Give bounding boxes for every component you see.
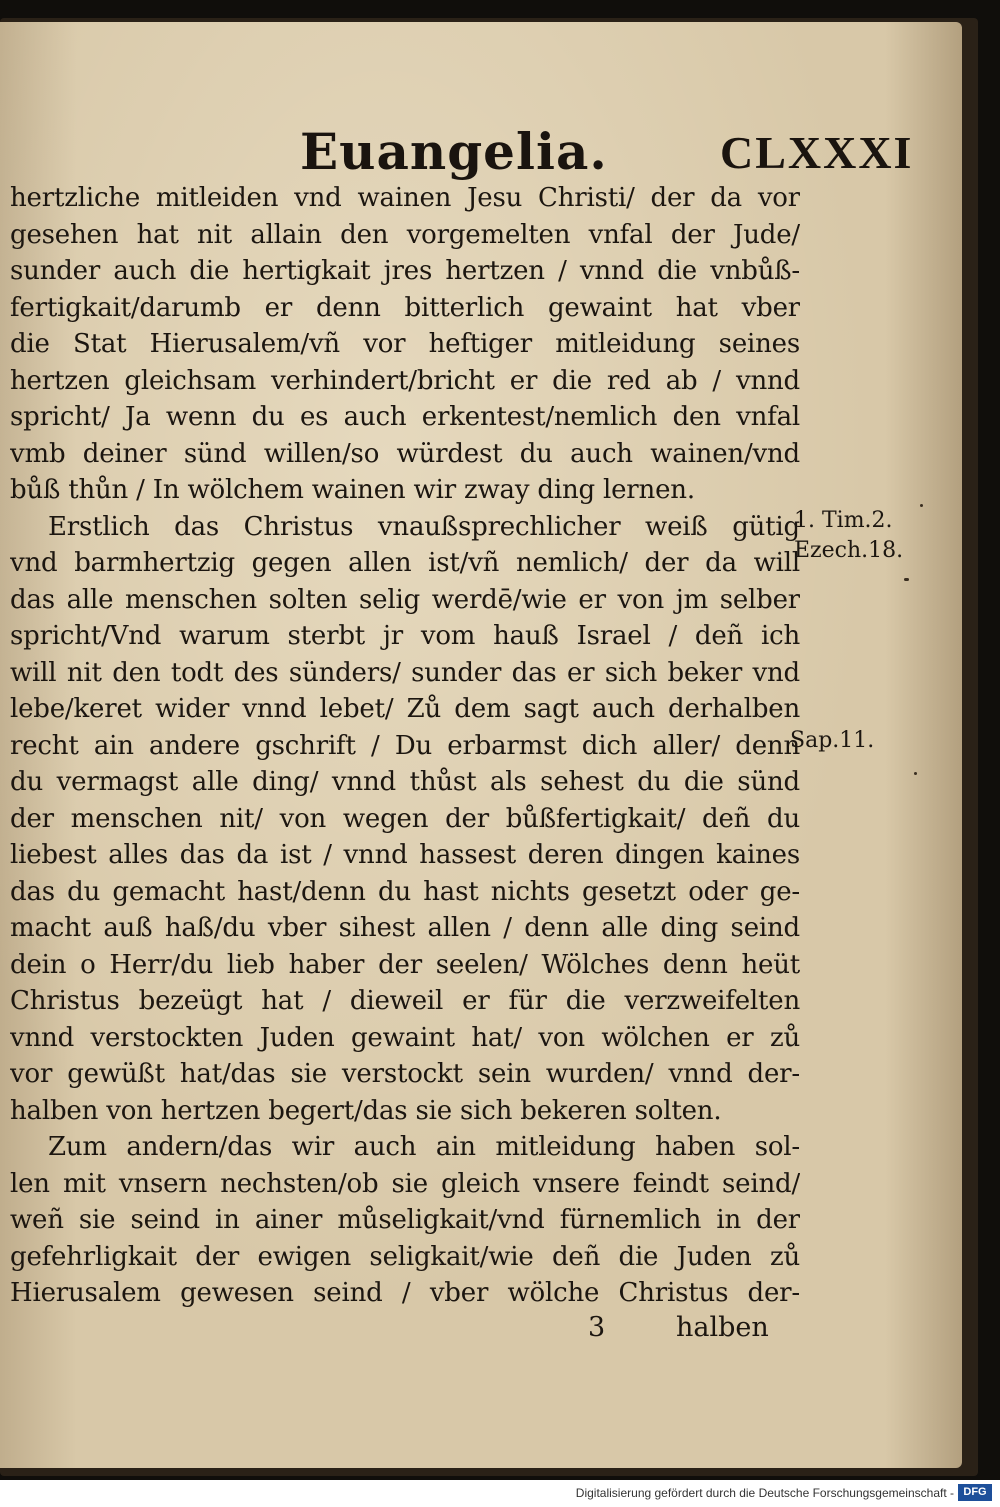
text-line: liebest alles das da ist / vnnd hassest deren dingen kaines (10, 840, 800, 870)
text-line: dein o Herr/du lieb haber der seelen/ Wölches denn heüt (10, 949, 800, 980)
text-line: macht auß haß/du vber sihest allen / denn alle ding seind (10, 913, 800, 943)
paragraph-start-line: Zum andern/das wir auch ain mitleidung haben sol- (48, 1132, 800, 1162)
text-line: du vermagst alle ding/ vnnd thůst als sehest du die sünd (10, 767, 800, 797)
text-line: der menschen nit/ von wegen der bůßfertigkait/ deñ du (10, 803, 800, 834)
text-line: hertzliche mitleiden vnd wainen Jesu Christi/ der da vor (10, 183, 800, 213)
text-line: spricht/ Ja wenn du es auch erkentest/nemlich den vnfal (10, 402, 800, 432)
catchword: halben (676, 1312, 769, 1343)
text-line: spricht/Vnd warum sterbt jr vom hauß Israel / deñ ich (10, 621, 800, 651)
text-line: hertzen gleichsam verhindert/bricht er die red ab / vnnd (10, 365, 800, 396)
ink-speck (914, 772, 917, 775)
text-line: lebe/keret wider vnnd lebet/ Zů dem sagt auch derhalben (10, 694, 800, 724)
funding-credit: Digitalisierung gefördert durch die Deutsche Forschungsgemeinschaft - (575, 1486, 954, 1500)
text-line: fertigkait/darumb er denn bitterlich gewaint hat vber (10, 292, 800, 323)
text-line: bůß thůn / In wölchem wainen wir zway ding lernen. (10, 475, 695, 505)
text-line: sunder auch die hertigkait jres hertzen / vnnd die vnbůß- (10, 256, 800, 286)
signature-mark: 3 (588, 1312, 606, 1343)
text-line: will nit den todt des sünders/ sunder das er sich beker vnd (10, 657, 800, 688)
text-line: vnd barmhertzig gegen allen ist/vñ nemlich/ der da will (10, 548, 800, 578)
margin-note-sap: Sap.11. (790, 728, 875, 753)
text-line: das du gemacht hast/denn du hast nichts gesetzt oder ge- (10, 876, 800, 907)
text-line: vmb deiner sünd willen/so würdest du auch wainen/vnd (10, 438, 800, 469)
text-line: recht ain andere gschrift / Du erbarmst dich aller/ denn (10, 730, 800, 761)
text-line: Christus bezeügt hat / dieweil er für die verzweifelten (10, 986, 800, 1016)
folio-number: CLXXXI (720, 127, 914, 178)
text-line: gesehen hat nit allain den vorgemelten vnfal der Jude/ (10, 219, 800, 250)
text-line: vnnd verstockten Juden gewaint hat/ von wölchen er zů (10, 1022, 800, 1053)
running-title: Euangelia. (300, 122, 608, 181)
text-line: gefehrligkait der ewigen seligkait/wie deñ die Juden zů (10, 1241, 800, 1272)
text-line: das alle menschen solten selig werdē/wie er von jm selber (10, 584, 800, 615)
text-line: weñ sie seind in ainer můseligkait/vnd fürnemlich in der (10, 1205, 800, 1235)
paragraph-start-line: Erstlich das Christus vnaußsprechlicher weiß gütig (48, 511, 800, 542)
text-line: len mit vnsern nechsten/ob sie gleich vnsere feindt seind/ (10, 1168, 800, 1199)
dfg-logo: DFG (958, 1484, 992, 1501)
book-page (0, 22, 962, 1468)
text-line: halben von hertzen begert/das sie sich bekeren solten. (10, 1095, 722, 1126)
margin-note-tim: 1. Tim.2. (794, 508, 893, 533)
text-line: Hierusalem gewesen seind / vber wölche Christus der- (10, 1278, 800, 1308)
margin-note-ezech: Ezech.18. (794, 538, 904, 563)
text-line: die Stat Hierusalem/vñ vor heftiger mitleidung seines (10, 329, 800, 359)
ink-speck (904, 578, 909, 581)
ink-speck (920, 504, 923, 507)
body-text (10, 180, 800, 1312)
text-line: vor gewüßt hat/das sie verstockt sein wurden/ vnnd der- (10, 1059, 800, 1089)
